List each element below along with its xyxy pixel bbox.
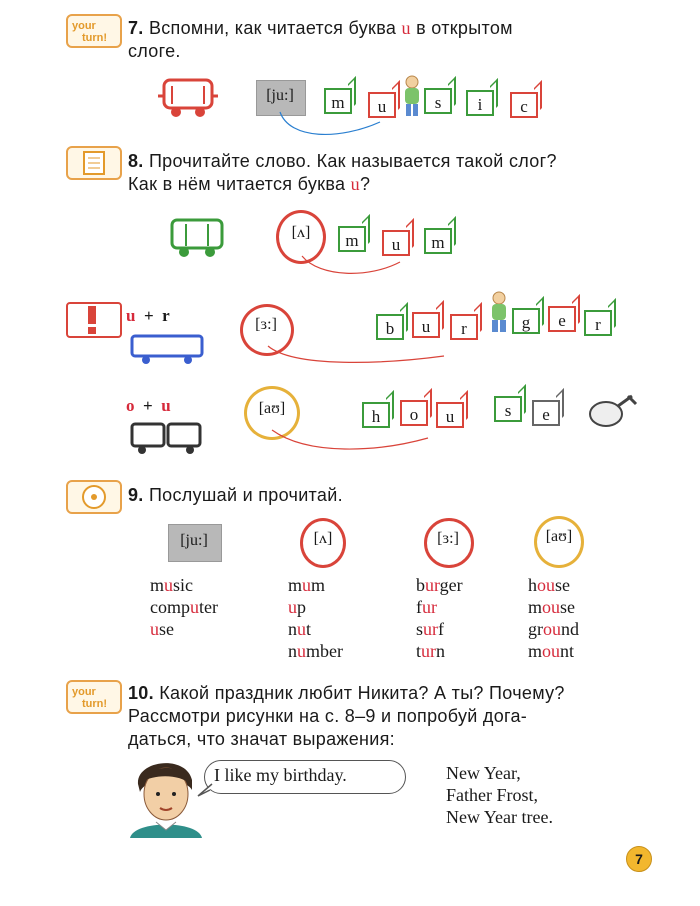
rule1-cube-5: e <box>548 306 576 332</box>
task7-cube-3: s <box>424 88 452 114</box>
word-fur: fur <box>416 597 437 617</box>
word-up: up <box>288 597 306 617</box>
page-number: 7 <box>635 851 643 867</box>
black-wagon-icon <box>130 420 204 456</box>
task9-instruction: Послушай и прочитай. <box>148 485 343 505</box>
nikita-boy-illustration <box>126 754 206 838</box>
task10-line3: даться, что значат выражения: <box>128 729 395 749</box>
boy-figure-icon <box>398 74 426 118</box>
blue-wagon-icon <box>130 332 206 364</box>
rule2-cube-3: u <box>436 402 464 428</box>
task8-letter: u <box>350 174 360 194</box>
task7-transcription: [ju:] <box>266 87 294 104</box>
red-wagon-icon <box>158 72 220 120</box>
rule1-cube-2: u <box>412 312 440 338</box>
task8-text-line2b: ? <box>359 174 371 194</box>
your-turn-badge-icon-2 <box>66 680 122 714</box>
rule1-transcription: [ɜ:] <box>255 316 277 333</box>
cd-badge-icon <box>66 480 122 514</box>
notebook-icon <box>68 148 120 178</box>
task7-number: 7. <box>128 18 144 38</box>
exclamation-icon <box>68 304 120 336</box>
phrase-father-frost: Father Frost, <box>446 785 538 805</box>
task10-line1: Какой праздник любит Никита? А ты? Почему? <box>159 683 565 703</box>
task9-text <box>128 484 343 507</box>
rule2-transcription: [aʊ] <box>258 400 286 417</box>
svg-text:turn!: turn! <box>82 32 108 44</box>
word-use: use <box>150 619 174 639</box>
exclamation-badge-icon <box>66 302 122 338</box>
notebook-badge-icon <box>66 146 122 180</box>
task8-cube-3: m <box>424 228 452 254</box>
word-house: house <box>528 575 570 595</box>
your-turn-icon <box>68 16 120 46</box>
task7-text <box>128 17 648 63</box>
rule2-cube-5: e <box>532 400 560 426</box>
your-turn-icon-2 <box>68 682 120 712</box>
magnet-icon <box>580 390 640 430</box>
rule1-formula <box>126 306 170 326</box>
rule2-formula <box>126 396 171 416</box>
cd-icon <box>68 482 120 512</box>
word-number: number <box>288 641 343 661</box>
column-au <box>528 574 579 662</box>
column-uh <box>288 574 343 662</box>
task7-cube-5: c <box>510 92 538 118</box>
phrase-new-year-tree: New Year tree. <box>446 807 553 827</box>
svg-text:your: your <box>72 686 96 698</box>
task8-text-line2a: Как в нём читается буква <box>128 174 346 194</box>
task7-text-b: в открытом <box>416 18 513 38</box>
page-number-badge <box>626 846 652 872</box>
word-music: music <box>150 575 194 595</box>
rule1-cube-4: g <box>512 308 540 334</box>
svg-text:your: your <box>72 20 96 32</box>
svg-text:turn!: turn! <box>82 698 108 710</box>
word-mount: mount <box>528 641 575 661</box>
rule1-letter-a: u <box>126 306 136 325</box>
rule1-cube-1: b <box>376 314 404 340</box>
task10-text <box>128 682 648 751</box>
rule2-cube-1: h <box>362 402 390 428</box>
task8-cube-1: m <box>338 226 366 252</box>
word-turn: turn <box>416 641 446 661</box>
task7-cube-4: i <box>466 90 494 116</box>
speech-bubble-tail <box>196 782 216 800</box>
task7-cube-2: u <box>368 92 396 118</box>
task9-number: 9. <box>128 485 144 505</box>
col4-header: [aʊ] <box>545 528 573 545</box>
word-ground: ground <box>528 619 579 639</box>
task7-text-a: Вспомни, как читается буква <box>148 18 397 38</box>
word-mum: mum <box>288 575 326 595</box>
your-turn-badge-icon <box>66 14 122 48</box>
word-mouse: mouse <box>528 597 576 617</box>
rule1-letter-b: r <box>162 306 170 325</box>
green-wagon-icon <box>168 214 230 260</box>
word-burger: burger <box>416 575 463 595</box>
task8-number: 8. <box>128 151 144 171</box>
task7-text-line2: слоге. <box>128 41 181 61</box>
phrases-list <box>446 762 553 828</box>
task8-cube-2: u <box>382 230 410 256</box>
word-computer: computer <box>150 597 218 617</box>
task7-cube-1: m <box>324 88 352 114</box>
col2-header: [ʌ] <box>313 530 333 547</box>
speech-text: I like my birthday. <box>214 765 347 785</box>
task8-text-line1: Прочитайте слово. Как называется такой слог? <box>148 151 557 171</box>
word-nut: nut <box>288 619 312 639</box>
phrase-new-year: New Year, <box>446 763 521 783</box>
task7-letter: u <box>401 18 411 38</box>
rule2-cube-4: s <box>494 396 522 422</box>
rule2-letter-a: o <box>126 396 135 415</box>
rule1-cube-3: r <box>450 314 478 340</box>
rule2-cube-2: o <box>400 400 428 426</box>
task10-number: 10. <box>128 683 154 703</box>
boy-figure-icon-2 <box>484 290 514 336</box>
col3-header: [ɜ:] <box>437 530 459 547</box>
column-er <box>416 574 463 662</box>
rule2-plus: + <box>143 396 153 415</box>
task8-text <box>128 150 668 196</box>
task10-line2: Рассмотри рисунки на с. 8–9 и попробуй дога- <box>128 706 528 726</box>
rule2-letter-b: u <box>161 396 171 415</box>
task8-transcription: [ʌ] <box>291 224 311 241</box>
col1-header: [ju:] <box>180 532 208 549</box>
word-surf: surf <box>416 619 445 639</box>
rule1-cube-6: r <box>584 310 612 336</box>
column-ju <box>150 574 218 640</box>
rule1-plus: + <box>143 306 154 325</box>
